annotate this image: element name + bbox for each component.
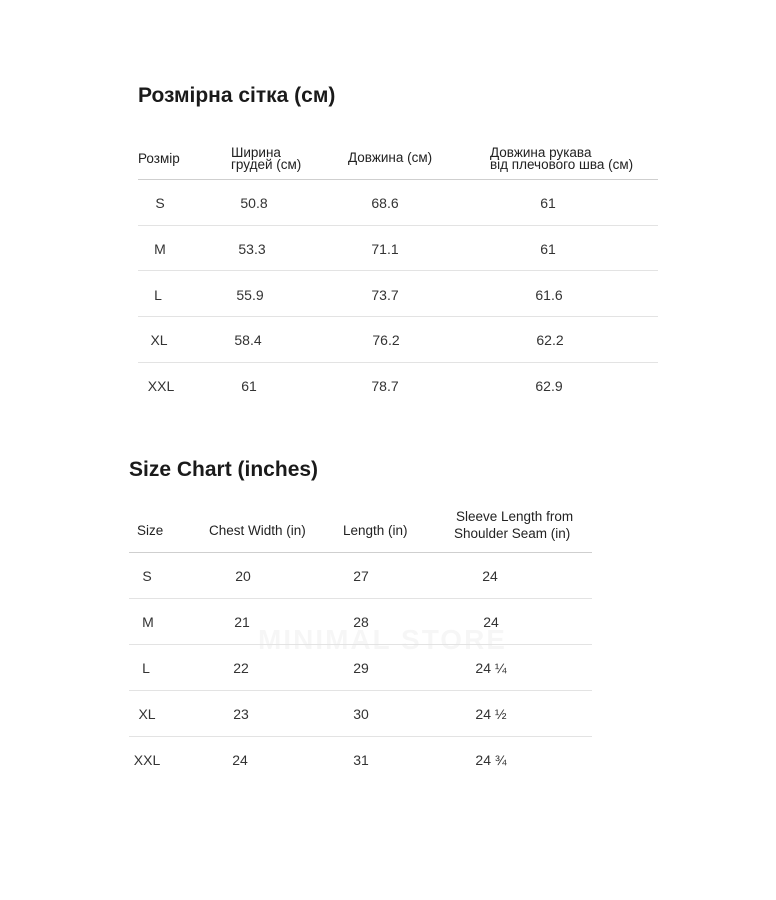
watermark — [258, 624, 507, 656]
cm-cell-size: S — [155, 195, 165, 211]
in-cell-length: 31 — [353, 752, 369, 768]
cm-header-chest-line2: грудей (см) — [231, 157, 302, 172]
row-divider — [129, 736, 592, 737]
in-cell-size: XL — [138, 706, 156, 722]
cm-header-chest-line1: Ширина — [231, 145, 281, 160]
row-divider — [138, 316, 658, 317]
cm-cell-length: 78.7 — [371, 378, 399, 394]
row-divider — [138, 225, 658, 226]
in-cell-size: S — [142, 568, 152, 584]
cm-table-title: Розмірна сітка (см) — [138, 84, 336, 107]
in-cell-sleeve: 24 — [483, 614, 499, 630]
cm-cell-chest: 55.9 — [236, 287, 264, 303]
cm-cell-size: XL — [150, 332, 168, 348]
in-header-chest: Chest Width (in) — [209, 523, 306, 538]
in-cell-length: 30 — [353, 706, 369, 722]
cm-cell-chest: 50.8 — [240, 195, 268, 211]
in-header-length: Length (in) — [343, 523, 408, 538]
row-divider — [138, 270, 658, 271]
cm-header-size: Розмір — [138, 151, 180, 166]
cm-cell-length: 76.2 — [372, 332, 400, 348]
cm-header-divider — [138, 179, 658, 180]
cm-cell-size: L — [154, 287, 162, 303]
row-divider — [129, 690, 592, 691]
cm-cell-sleeve: 61 — [540, 195, 556, 211]
in-cell-size: XXL — [133, 752, 161, 768]
cm-header-sleeve-line2: від плечового шва (см) — [490, 157, 634, 172]
in-cell-length: 29 — [353, 660, 369, 676]
in-cell-chest: 24 — [232, 752, 248, 768]
in-cell-chest: 22 — [233, 660, 249, 676]
cm-cell-sleeve: 61 — [540, 241, 556, 257]
in-header-size: Size — [137, 523, 164, 538]
in-cell-size: M — [142, 614, 154, 630]
in-cell-size: L — [142, 660, 150, 676]
cm-cell-length: 73.7 — [371, 287, 399, 303]
cm-cell-size: M — [154, 241, 166, 257]
in-table-title: Size Chart (inches) — [129, 458, 319, 481]
in-header-sleeve-line1: Sleeve Length from — [456, 509, 574, 524]
in-cell-chest: 20 — [235, 568, 251, 584]
in-cell-length: 28 — [353, 614, 369, 630]
cm-cell-size: XXL — [147, 378, 175, 394]
cm-cell-length: 68.6 — [371, 195, 399, 211]
cm-header-sleeve-line1: Довжина рукава — [490, 145, 592, 160]
cm-cell-length: 71.1 — [371, 241, 399, 257]
in-cell-sleeve: 24 ¾ — [475, 752, 507, 768]
row-divider — [129, 598, 592, 599]
cm-cell-chest: 58.4 — [234, 332, 262, 348]
row-divider — [138, 362, 658, 363]
in-header-sleeve-line2: Shoulder Seam (in) — [454, 526, 571, 541]
cm-cell-sleeve: 62.2 — [536, 332, 564, 348]
in-cell-sleeve: 24 ½ — [475, 706, 507, 722]
cm-cell-sleeve: 61.6 — [535, 287, 563, 303]
in-cell-chest: 23 — [233, 706, 249, 722]
row-divider — [129, 644, 592, 645]
cm-header-length: Довжина (см) — [348, 150, 433, 165]
in-cell-sleeve: 24 ¼ — [475, 660, 507, 676]
cm-cell-chest: 53.3 — [238, 241, 266, 257]
in-cell-length: 27 — [353, 568, 369, 584]
cm-cell-chest: 61 — [241, 378, 257, 394]
in-cell-chest: 21 — [234, 614, 250, 630]
cm-cell-sleeve: 62.9 — [535, 378, 563, 394]
in-header-divider — [129, 552, 592, 553]
in-cell-sleeve: 24 — [482, 568, 498, 584]
